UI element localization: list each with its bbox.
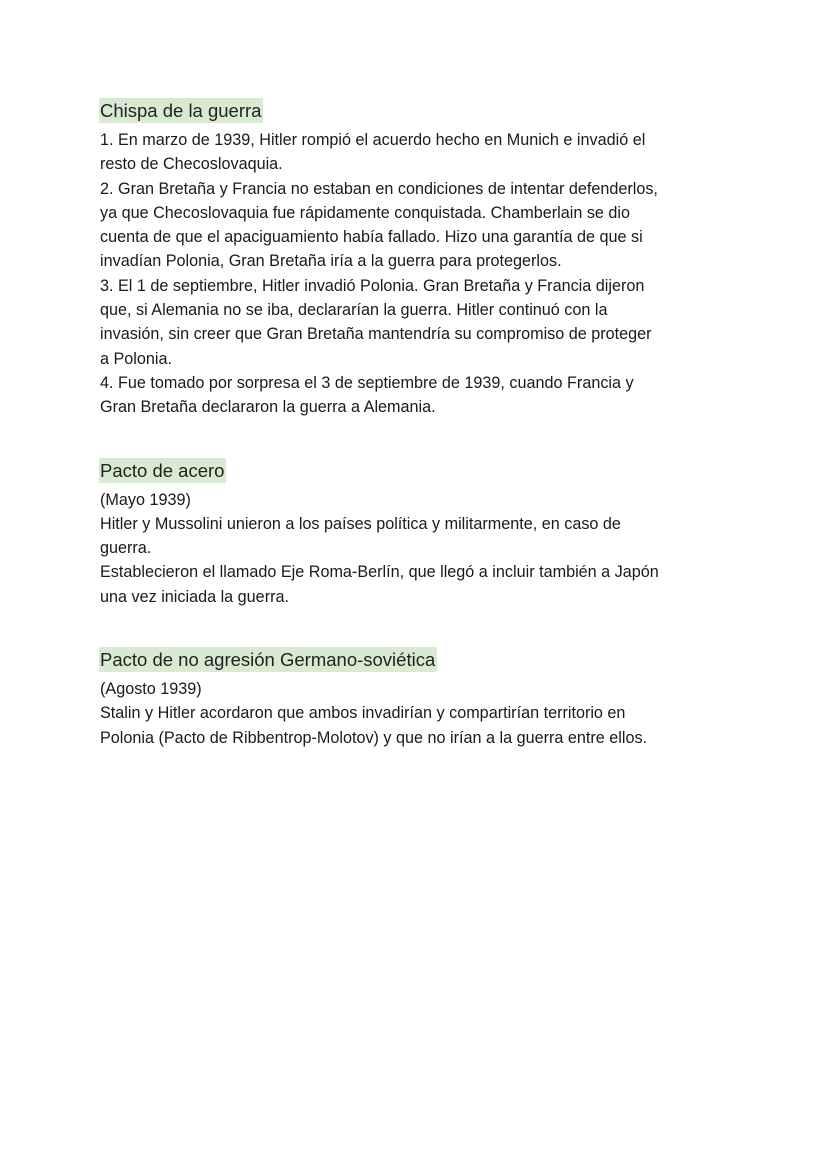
section-chispa-de-la-guerra — [100, 98, 740, 420]
text-line: Gran Bretaña declararon la guerra a Alemania. — [100, 398, 436, 417]
text-line: Stalin y Hitler acordaron que ambos invadirían y compartirían territorio en — [100, 704, 626, 723]
text-line: Establecieron el llamado Eje Roma-Berlín, que llegó a incluir también a Japón — [100, 563, 659, 582]
text-line: resto de Checoslovaquia. — [100, 155, 283, 174]
section-pacto-de-acero — [100, 458, 740, 609]
section-pacto-de-no-agresion — [100, 647, 740, 750]
text-line: una vez iniciada la guerra. — [100, 587, 289, 606]
section-body — [100, 128, 740, 420]
section-heading: Pacto de acero — [100, 459, 225, 481]
text-line: a Polonia. — [100, 349, 172, 368]
text-line: 1. En marzo de 1939, Hitler rompió el acuerdo hecho en Munich e invadió el — [100, 131, 646, 149]
text-line: ya que Checoslovaquia fue rápidamente conquistada. Chamberlain se dio — [100, 203, 631, 222]
section-body — [100, 488, 740, 609]
text-line: (Agosto 1939) — [100, 680, 202, 699]
text-line: Polonia (Pacto de Ribbentrop-Molotov) y que no irían a la guerra entre ellos. — [100, 728, 648, 747]
document-page — [100, 98, 740, 750]
text-line: (Mayo 1939) — [100, 490, 191, 509]
text-line: guerra. — [100, 539, 152, 558]
section-body — [100, 677, 740, 750]
text-line: invasión, sin creer que Gran Bretaña mantendría su compromiso de proteger — [100, 325, 652, 344]
text-line: invadían Polonia, Gran Bretaña iría a la guerra para protegerlos. — [100, 252, 562, 271]
text-line: cuenta de que el apaciguamiento había fallado. Hizo una garantía de que si — [100, 228, 643, 247]
text-line: 2. Gran Bretaña y Francia no estaban en condiciones de intentar defenderlos, — [100, 179, 658, 198]
text-line: Hitler y Mussolini unieron a los países política y militarmente, en caso de — [100, 514, 621, 533]
text-line: que, si Alemania no se iba, declararían la guerra. Hitler continuó con la — [100, 301, 608, 320]
text-line: 4. Fue tomado por sorpresa el 3 de septiembre de 1939, cuando Francia y — [100, 373, 634, 392]
section-heading: Pacto de no agresión Germano-soviética — [100, 649, 436, 671]
section-heading: Chispa de la guerra — [100, 100, 262, 121]
text-line: 3. El 1 de septiembre, Hitler invadió Polonia. Gran Bretaña y Francia dijeron — [100, 276, 645, 295]
